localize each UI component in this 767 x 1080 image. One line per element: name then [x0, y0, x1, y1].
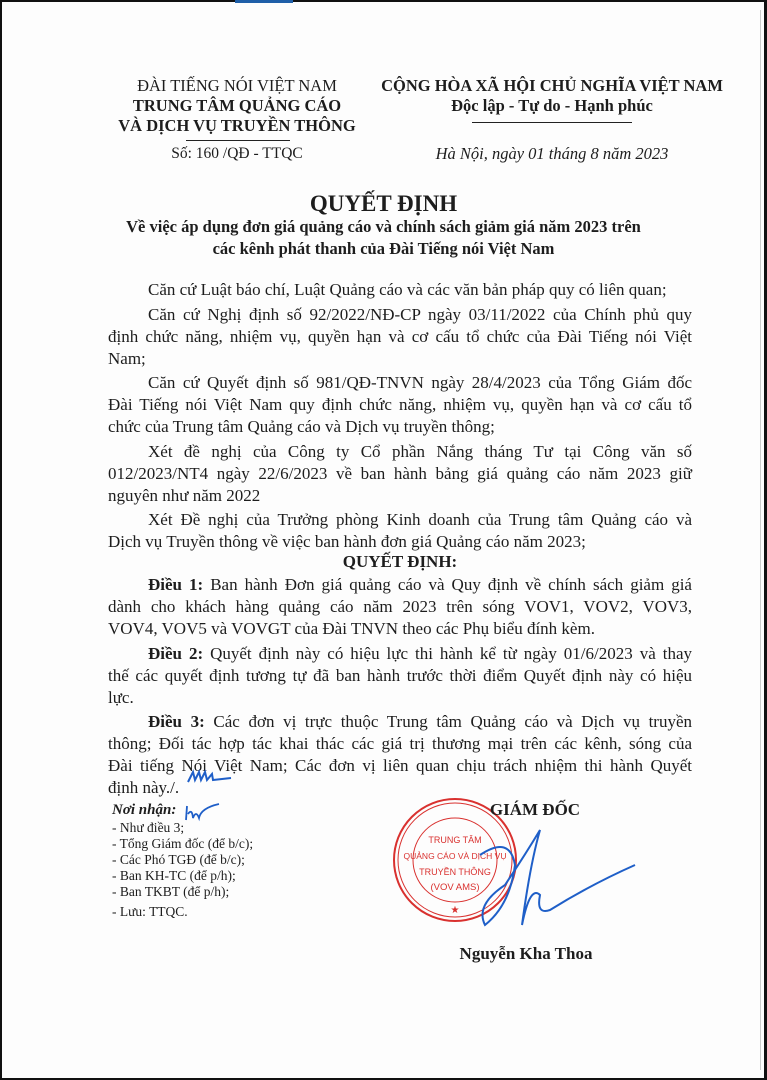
preamble-line: Xét Đề nghị của Trưởng phòng Kinh doanh của Trung tâm Quảng cáo và	[148, 510, 692, 529]
article-text: Quyết định này có hiệu lực thi hành kể từ ngày 01/6/2023 và thay	[203, 643, 692, 663]
recipient-item: - Như điều 3;	[112, 820, 185, 835]
article-line: định này./.	[108, 778, 180, 797]
preamble-line: Nam;	[108, 348, 146, 368]
article-line: dành cho khách hàng quảng cáo năm 2023 trên sóng VOV1, VOV2, VOV3,	[108, 597, 692, 616]
recipient-item: - Ban KH-TC (để p/h);	[112, 868, 236, 883]
document-subtitle-line1: Về việc áp dụng đơn giá quảng cáo và chính sách giảm giá năm 2023 trên	[126, 217, 641, 236]
handwritten-signature-icon	[470, 825, 640, 935]
article-line: Đài tiếng Nói Việt Nam; Các đơn vị liên quan chịu trách nhiệm thi hành Quyết	[108, 756, 692, 775]
stamp-line1: TRUNG TÂM	[428, 835, 482, 845]
org-underline	[186, 140, 290, 141]
recipient-item: - Lưu: TTQC.	[112, 904, 188, 919]
svg-text:★: ★	[450, 905, 460, 916]
article-label: Điều 1:	[148, 575, 204, 594]
country-name: CỘNG HÒA XÃ HỘI CHỦ NGHĨA VIỆT NAM	[381, 76, 723, 95]
article-line: lực.	[108, 687, 134, 707]
preamble-line: Dịch vụ Truyền thông về việc ban hành đơn giá Quảng cáo năm 2023;	[108, 532, 586, 551]
org-name-line1: TRUNG TÂM QUẢNG CÁO	[132, 96, 342, 115]
recipients-heading: Nơi nhận:	[112, 802, 177, 818]
preamble-line: Căn cứ Quyết định số 981/QĐ-TNVN ngày 28/4/2023 của Tổng Giám đốc	[148, 373, 692, 392]
document-number: Số: 160 /QĐ - TTQC	[171, 145, 303, 162]
article-line	[108, 711, 692, 733]
preamble-line: Xét đề nghị của Công ty Cổ phần Nắng tháng Tư tại Công văn số	[148, 441, 692, 461]
article-line	[108, 643, 692, 665]
signer-position: GIÁM ĐỐC	[489, 800, 581, 819]
article-line: VOV4, VOV5 và VOVGT của Đài TNVN theo các Phụ biểu đính kèm.	[108, 619, 595, 638]
article-text: Các đơn vị trực thuộc Trung tâm Quảng cáo và Dịch vụ truyền	[204, 712, 692, 731]
preamble-line: chức của Trung tâm Quảng cáo và Dịch vụ truyền thông;	[108, 417, 495, 436]
article-line	[108, 574, 692, 596]
place-date: Hà Nội, ngày 01 tháng 8 năm 2023	[435, 144, 669, 163]
recipients-initials-icon	[183, 802, 223, 824]
document-title: QUYẾT ĐỊNH	[309, 191, 458, 216]
article-text: Ban hành Đơn giá quảng cáo và Quy định về chính sách giảm giá	[203, 575, 692, 594]
document-subtitle-line2: các kênh phát thanh của Đài Tiếng nói Việt Nam	[212, 239, 555, 258]
article-label: Điều 2:	[148, 643, 204, 663]
article-label: Điều 3:	[148, 712, 205, 731]
preamble-line: Căn cứ Luật báo chí, Luật Quảng cáo và các văn bản pháp quy có liên quan;	[148, 280, 667, 299]
preamble-line: nguyên như năm 2022	[108, 485, 261, 505]
article-line: thông; Đối tác hợp tác khai thác các giá trị thương mại trên các kênh, sóng của	[108, 734, 692, 753]
recipient-item: - Tổng Giám đốc (để b/c);	[112, 836, 254, 851]
stamp-line2: QUẢNG CÁO VÀ DỊCH VỤ	[403, 851, 507, 861]
decision-heading: QUYẾT ĐỊNH:	[342, 552, 458, 571]
signer-name: Nguyễn Kha Thoa	[459, 944, 593, 963]
recipient-item: - Các Phó TGĐ (để b/c);	[112, 852, 245, 867]
scan-edge	[760, 10, 761, 1070]
preamble-line: 012/2023/NT4 ngày 22/6/2023 về ban hành bảng giá quảng cáo năm 2023 giữ	[108, 463, 692, 483]
stamp-line3: TRUYỀN THÔNG	[419, 867, 491, 877]
stamp-line4: (VOV AMS)	[430, 882, 480, 893]
initials-signature-icon	[185, 765, 235, 787]
org-name-line2: VÀ DỊCH VỤ TRUYỀN THÔNG	[118, 116, 356, 135]
top-accent-bar	[235, 0, 293, 3]
recipient-item: - Ban TKBT (để p/h);	[112, 884, 230, 899]
preamble-line: định chức năng, nhiệm vụ, quyền hạn và cơ cấu tổ chức của Đài Tiếng nói Việt	[108, 326, 692, 346]
preamble-line: Căn cứ Nghị định số 92/2022/NĐ-CP ngày 03/11/2022 của Chính phủ quy	[148, 304, 692, 324]
preamble-line: Đài Tiếng nói Việt Nam quy định chức năng, nhiệm vụ, quyền hạn và cơ cấu tổ	[108, 395, 692, 414]
article-line: thế các quyết định tương tự đã ban hành trước thời điểm Quyết định này có hiệu	[108, 665, 692, 685]
motto: Độc lập - Tự do - Hạnh phúc	[451, 96, 653, 115]
motto-underline	[472, 122, 632, 123]
org-parent: ĐÀI TIẾNG NÓI VIỆT NAM	[137, 76, 337, 95]
